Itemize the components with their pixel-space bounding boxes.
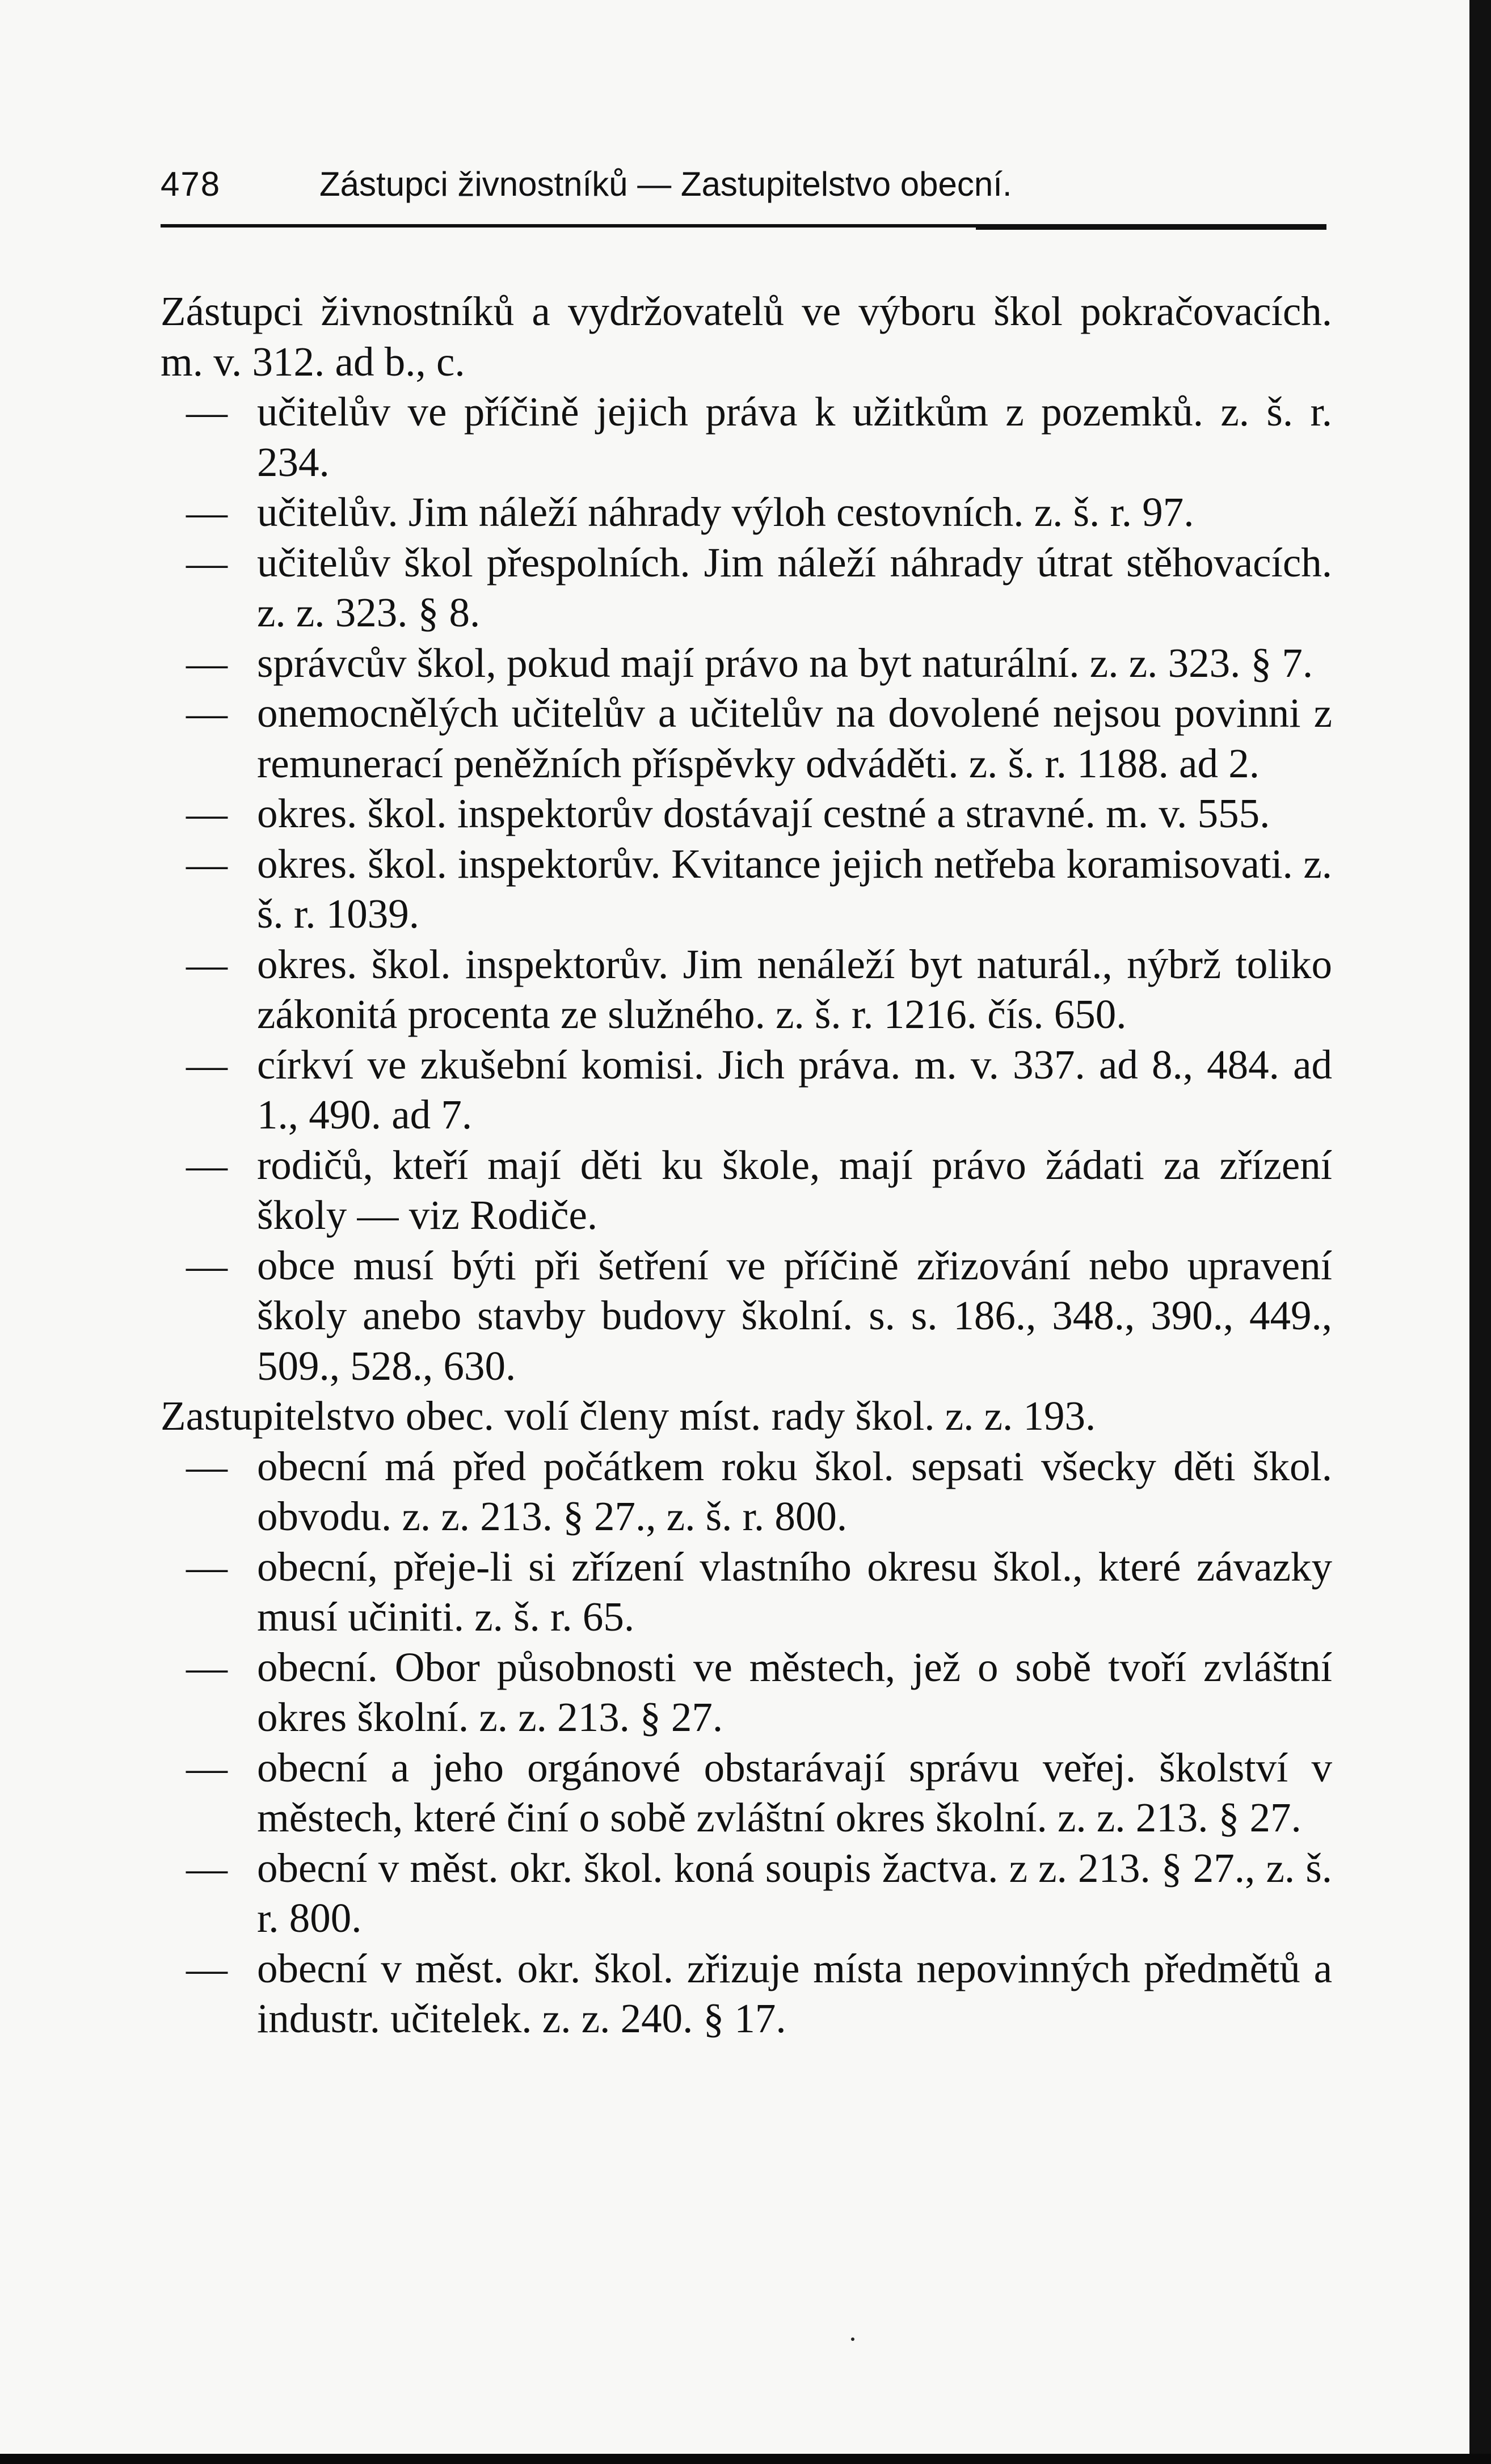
index-entries	[161, 287, 1332, 2044]
sub-entry	[161, 638, 1332, 689]
em-dash: —	[186, 1142, 228, 1188]
sub-entry	[161, 1140, 1332, 1241]
entry-text: církví ve zkušební komisi. Jich práva. m. v. 337. ad 8., 484. ad 1., 490. ad 7.	[257, 1041, 1332, 1138]
sub-entry	[161, 688, 1332, 789]
sub-entry	[161, 839, 1332, 940]
em-dash: —	[186, 1844, 228, 1891]
sub-entry	[161, 1040, 1332, 1140]
page-edge-shadow-right	[1469, 0, 1491, 2464]
em-dash: —	[186, 690, 228, 736]
entry-text: obecní v měst. okr. škol. koná soupis žactva. z z. 213. § 27., z. š. r. 800.	[257, 1844, 1332, 1941]
sub-entry	[161, 538, 1332, 638]
entry-text: učitelův. Jim náleží náhrady výloh cestovních. z. š. r. 97.	[257, 489, 1194, 535]
entry-text: obecní a jeho orgánové obstarávají správu veřej. školství v městech, které činí o sobě zvláštní okres školní. z. z. 213. § 27.	[257, 1744, 1332, 1840]
sub-entry	[161, 1743, 1332, 1843]
em-dash: —	[186, 489, 228, 535]
entry-text: okres. škol. inspektorův. Kvitance jejich netřeba koramisovati. z. š. r. 1039.	[257, 840, 1332, 937]
em-dash: —	[186, 1041, 228, 1088]
entry-text: obecní má před počátkem roku škol. sepsati všecky děti škol. obvodu. z. z. 213. § 27., z. š. r. 800.	[257, 1443, 1332, 1539]
entry-text: obecní v měst. okr. škol. zřizuje místa nepovinných předmětů a industr. učitelek. z. z. 240. § 17.	[257, 1945, 1332, 2041]
em-dash: —	[186, 840, 228, 887]
page-edge-shadow-bottom	[0, 2454, 1491, 2464]
em-dash: —	[186, 1443, 228, 1489]
em-dash: —	[186, 1543, 228, 1590]
paper-speck	[851, 2337, 854, 2341]
running-title: Zástupci živnostníků — Zastupitelstvo obecní.	[319, 165, 1012, 203]
sub-entry	[161, 1944, 1332, 2044]
entry-text: obecní, přeje-li si zřízení vlastního okresu škol., které závazky musí učiniti. z. š. r. 65.	[257, 1543, 1332, 1640]
entry-text: obecní. Obor působnosti ve městech, jež o sobě tvoří zvláštní okres školní. z. z. 213. § 27.	[257, 1644, 1332, 1740]
entry-text: okres. škol. inspektorův dostávají cestné a stravné. m. v. 555.	[257, 790, 1270, 836]
em-dash: —	[186, 1644, 228, 1690]
entry-text: rodičů, kteří mají děti ku škole, mají právo žádati za zřízení školy — viz Rodiče.	[257, 1142, 1332, 1238]
em-dash: —	[186, 1945, 228, 1991]
sub-entry	[161, 1843, 1332, 1944]
em-dash: —	[186, 389, 228, 435]
entry-text: Zastupitelstvo obec. volí členy míst. rady škol. z. z. 193.	[161, 1393, 1096, 1439]
entry-text: správcův škol, pokud mají právo na byt naturální. z. z. 323. § 7.	[257, 639, 1313, 686]
sub-entry	[161, 1542, 1332, 1642]
entry-text: obce musí býti při šetření ve příčině zřizování nebo upravení školy anebo stavby budovy školní. s. s. 186., 348., 390., 449., 509., 528., 630.	[257, 1242, 1332, 1389]
entry-text: Zástupci živnostníků a vydržovatelů ve výboru škol pokračovacích. m. v. 312. ad b., c.	[161, 288, 1332, 385]
sub-entry	[161, 1241, 1332, 1392]
running-header	[161, 165, 1329, 210]
main-entry	[161, 287, 1332, 387]
em-dash: —	[186, 790, 228, 836]
sub-entry	[161, 387, 1332, 487]
entry-text: učitelův ve příčině jejich práva k užitkům z pozemků. z. š. r. 234.	[257, 389, 1332, 485]
entry-text: okres. škol. inspektorův. Jim nenáleží byt naturál., nýbrž toliko zákonitá procenta ze služného. z. š. r. 1216. čís. 650.	[257, 941, 1332, 1037]
sub-entry	[161, 1642, 1332, 1743]
em-dash: —	[186, 539, 228, 586]
em-dash: —	[186, 941, 228, 987]
sub-entry	[161, 940, 1332, 1040]
entry-text: onemocnělých učitelův a učitelův na dovolené nejsou povinni z remunerací peněžních příspěvky odváděti. z. š. r. 1188. ad 2.	[257, 690, 1332, 786]
entry-text: učitelův škol přespolních. Jim náleží náhrady útrat stěhovacích. z. z. 323. § 8.	[257, 539, 1332, 635]
sub-entry	[161, 1442, 1332, 1542]
page-number: 478	[161, 165, 221, 203]
em-dash: —	[186, 639, 228, 686]
em-dash: —	[186, 1242, 228, 1288]
em-dash: —	[186, 1744, 228, 1791]
main-entry	[161, 1391, 1332, 1442]
sub-entry	[161, 487, 1332, 538]
sub-entry	[161, 789, 1332, 839]
header-rule-thick-end	[976, 224, 1326, 230]
